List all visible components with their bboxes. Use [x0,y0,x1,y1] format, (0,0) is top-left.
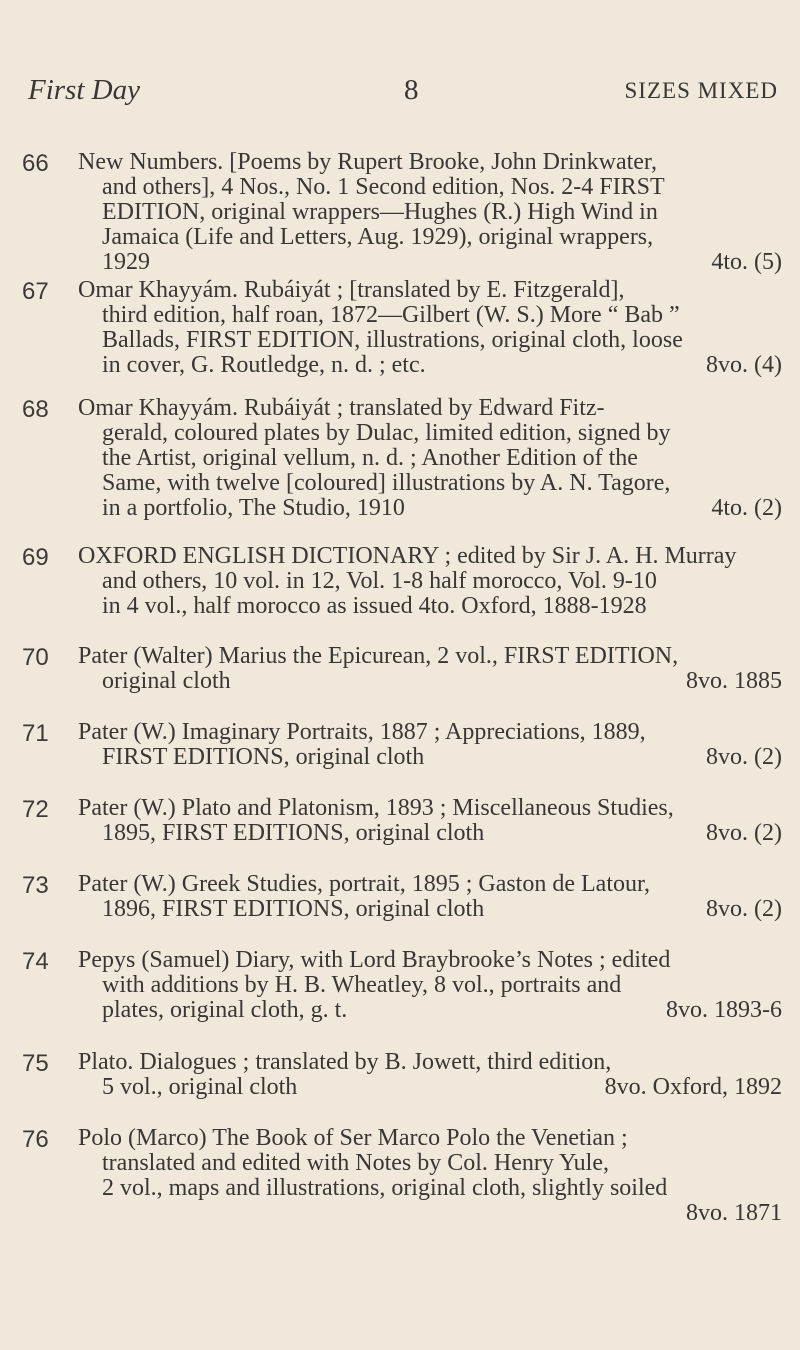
lot-description [78,720,782,770]
description-line [78,669,782,694]
lot-description [78,948,782,1023]
description-line: translated and edited with Notes by Col. Henry Yule, [102,1150,609,1176]
description-line [78,496,782,521]
description-line: OXFORD ENGLISH DICTIONARY ; edited by Sir J. A. H. Murray [78,543,737,569]
lot-number: 71 [22,720,49,747]
catalogue-entries [22,150,782,1256]
lot-number: 67 [22,278,49,305]
description-line: Pater (Walter) Marius the Epicurean, 2 vol., FIRST EDITION, [78,643,679,669]
lot-number: 72 [22,796,49,823]
format-count: 8vo. 1871 [686,1200,782,1226]
description-line: in 4 vol., half morocco as issued 4to. Oxford, 1888-1928 [102,593,647,619]
format-count: 8vo. (2) [706,896,782,922]
lot-entry [22,278,782,396]
description-line: third edition, half roan, 1872—Gilbert (W. S.) More “ Bab ” [102,302,680,328]
description-line-end: in cover, G. Routledge, n. d. ; etc. [102,352,426,378]
section-label: SIZES MIXED [624,78,778,103]
lot-description [78,150,782,275]
description-line-end: 1896, FIRST EDITIONS, original cloth [102,896,485,922]
description-line [78,897,782,922]
format-count: 8vo. (2) [706,744,782,770]
lot-number: 70 [22,644,49,671]
format-count: 4to. (2) [711,495,782,521]
page-number: 8 [404,74,419,106]
lot-entry [22,396,782,544]
format-count: 4to. (5) [711,249,782,275]
description-line-end: plates, original cloth, g. t. [102,997,348,1023]
description-line: the Artist, original vellum, n. d. ; Another Edition of the [102,445,638,471]
description-line: New Numbers. [Poems by Rupert Brooke, John Drinkwater, [78,149,657,175]
lot-number: 69 [22,544,49,571]
description-line-end: in a portfolio, The Studio, 1910 [102,495,405,521]
lot-number: 74 [22,948,49,975]
format-count: 8vo. 1885 [686,668,782,694]
lot-description [78,644,782,694]
description-line: with additions by H. B. Wheatley, 8 vol., portraits and [102,972,622,998]
description-line [78,998,782,1023]
lot-number: 73 [22,872,49,899]
format-count: 8vo. (4) [706,352,782,378]
lot-description [78,872,782,922]
description-line: Pater (W.) Plato and Platonism, 1893 ; Miscellaneous Studies, [78,795,674,821]
format-count: 8vo. 1893-6 [666,997,782,1023]
running-head-title: First Day [28,74,140,106]
lot-entry [22,872,782,948]
page-header [28,74,778,114]
description-line: Ballads, FIRST EDITION, illustrations, original cloth, loose [102,327,683,353]
lot-entry [22,948,782,1050]
description-line-end: 1929 [102,249,150,275]
description-line-end: 1895, FIRST EDITIONS, original cloth [102,820,485,846]
description-line-end: FIRST EDITIONS, original cloth [102,744,425,770]
lot-entry [22,1050,782,1126]
description-line-end: 5 vol., original cloth [102,1074,298,1100]
lot-description [78,1050,782,1100]
description-line [78,821,782,846]
description-line: Pepys (Samuel) Diary, with Lord Braybrooke’s Notes ; edited [78,947,671,973]
description-line [78,745,782,770]
description-line: Pater (W.) Imaginary Portraits, 1887 ; Appreciations, 1889, [78,719,646,745]
lot-number: 68 [22,396,49,423]
description-line: Polo (Marco) The Book of Ser Marco Polo the Venetian ; [78,1125,628,1151]
description-line: Pater (W.) Greek Studies, portrait, 1895 ; Gaston de Latour, [78,871,651,897]
description-line: Same, with twelve [coloured] illustrations by A. N. Tagore, [102,470,671,496]
lot-description [78,796,782,846]
description-line: and others, 10 vol. in 12, Vol. 1-8 half morocco, Vol. 9-10 [102,568,657,594]
description-line [78,1075,782,1100]
lot-number: 76 [22,1126,49,1153]
description-line: 2 vol., maps and illustrations, original cloth, slightly soiled [102,1175,668,1201]
description-line: and others], 4 Nos., No. 1 Second edition, Nos. 2-4 FIRST [102,174,665,200]
lot-number: 75 [22,1050,49,1077]
description-line: Omar Khayyám. Rubáiyát ; [translated by E. Fitzgerald], [78,277,625,303]
description-line: EDITION, original wrappers—Hughes (R.) High Wind in [102,199,658,225]
description-line-end: original cloth [102,668,231,694]
description-line: Jamaica (Life and Letters, Aug. 1929), original wrappers, [102,224,654,250]
description-line [78,353,782,378]
lot-entry [22,644,782,720]
description-line [78,250,782,275]
lot-entry [22,150,782,278]
description-line: Omar Khayyám. Rubáiyát ; translated by Edward Fitz- [78,395,605,421]
lot-description [78,544,782,619]
lot-number: 66 [22,150,49,177]
lot-description [78,396,782,521]
lot-description [78,1126,782,1226]
description-line: Plato. Dialogues ; translated by B. Jowett, third edition, [78,1049,612,1075]
lot-description [78,278,782,378]
lot-entry [22,720,782,796]
description-line: gerald, coloured plates by Dulac, limited edition, signed by [102,420,671,446]
lot-entry [22,796,782,872]
lot-entry [22,1126,782,1256]
format-count: 8vo. Oxford, 1892 [604,1074,782,1100]
lot-entry [22,544,782,644]
format-count: 8vo. (2) [706,820,782,846]
